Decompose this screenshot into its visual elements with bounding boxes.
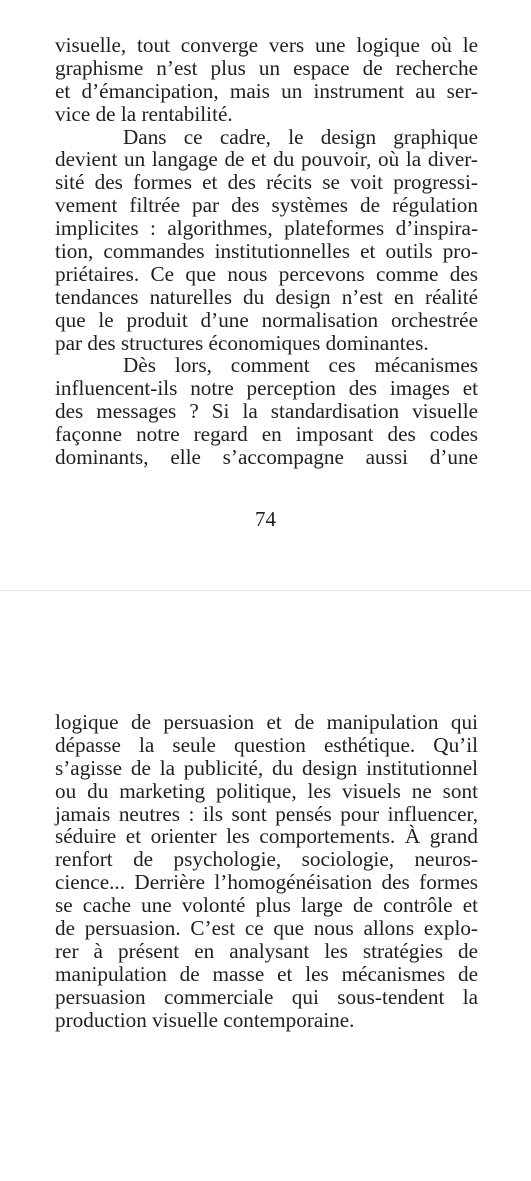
text-line: vement filtrée par des systèmes de régulation [55,193,478,218]
text-line: tendances naturelles du design n’est en réalité [55,284,478,309]
paragraph-first-line: Dès lors, comment ces mécanismes [123,353,478,378]
text-line: rer à présent en analysant les stratégies de [55,938,478,963]
paragraph-first-line: Dans ce cadre, le design graphique [123,124,478,149]
paragraph-end-line: production visuelle contemporaine. [55,1007,355,1032]
body-text [55,34,478,469]
text-line: persuasion commerciale qui sous-tendent la [55,984,478,1009]
text-line: sité des formes et des récits se voit progressi- [55,170,478,195]
text-line: séduire et orienter les comportements. À grand [55,824,478,849]
text-line: graphisme n’est plus un espace de recherche [55,55,478,80]
text-line: se cache une volonté plus large de contrôle et [55,893,478,918]
text-line: des messages ? Si la standardisation visuelle [55,399,478,424]
text-line: jamais neutres : ils sont pensés pour influencer, [55,801,478,826]
page-number: 74 [255,507,276,531]
text-line: que le produit d’une normalisation orchestrée [55,307,478,332]
text-line: dépasse la seule question esthétique. Qu’il [55,732,478,757]
text-line: influencent-ils notre perception des images et [55,376,478,401]
text-line: s’agisse de la publicité, du design institutionnel [55,755,478,780]
text-line: de persuasion. C’est ce que nous allons explo- [55,916,478,941]
book-page-74 [0,0,531,590]
text-line: priétaires. Ce que nous percevons comme des [55,261,478,286]
text-line: cience... Derrière l’homogénéisation des formes [55,870,478,895]
text-line: implicites : algorithmes, plateformes d’inspira- [55,216,478,241]
text-line: renfort de psychologie, sociologie, neuros- [55,847,478,872]
text-line: ou du marketing politique, les visuels ne sont [55,778,478,803]
text-line: dominants, elle s’accompagne aussi d’une [55,445,478,470]
text-line: visuelle, tout converge vers une logique où le [55,33,478,57]
book-page-next [0,591,531,1181]
text-line: logique de persuasion et de manipulation qui [55,710,478,734]
paragraph-end-line: vice de la rentabilité. [55,101,233,126]
text-line: devient un langage de et du pouvoir, où la diver- [55,147,478,172]
text-line: tion, commandes institutionnelles et outils pro- [55,239,478,264]
text-line: façonne notre regard en imposant des codes [55,422,478,447]
body-text [55,711,478,1031]
text-line: manipulation de masse et les mécanismes de [55,961,478,986]
paragraph-end-line: par des structures économiques dominantes. [55,330,429,355]
text-line: et d’émancipation, mais un instrument au ser- [55,78,478,103]
